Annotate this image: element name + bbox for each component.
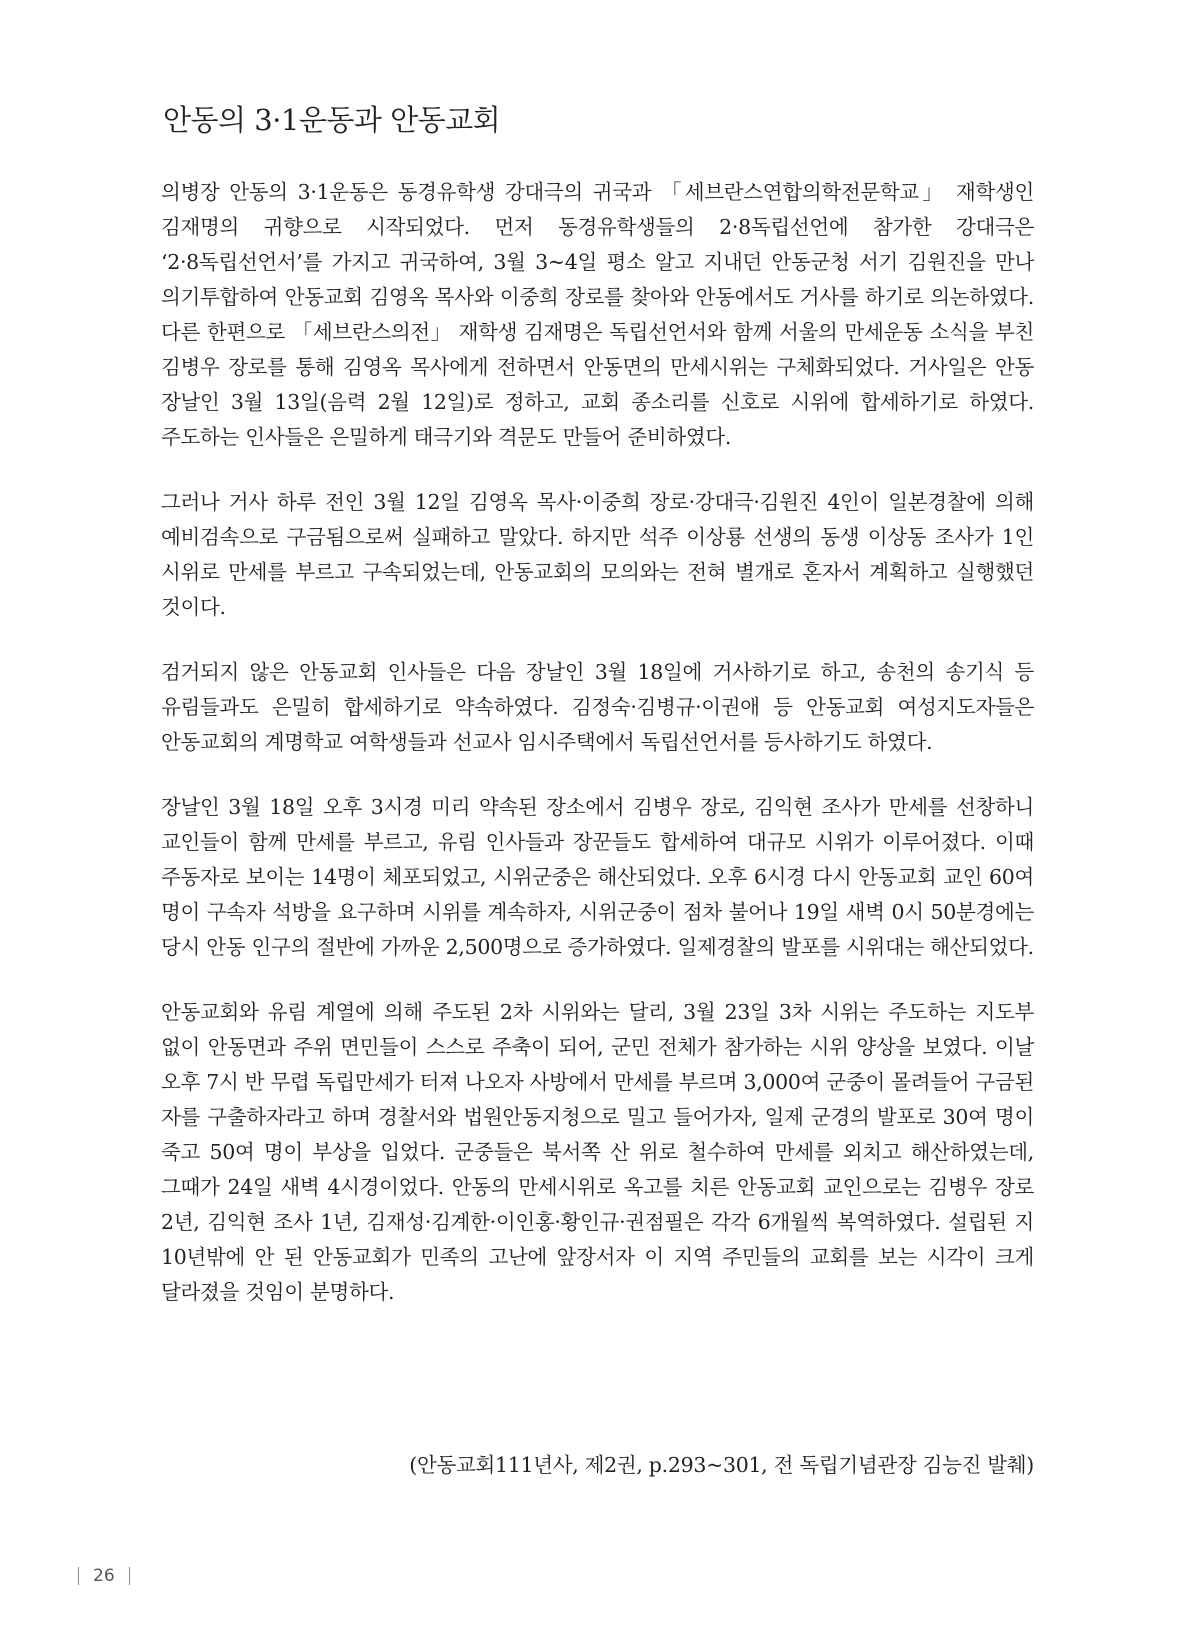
paragraph-4: 장날인 3월 18일 오후 3시경 미리 약속된 장소에서 김병우 장로, 김익현 조사가 만세를 선창하니 교인들이 함께 만세를 부르고, 유림 인사들과 장꾼들도 합세하여 대규모 시위가 이루어졌다. 이때 주동자로 보이는 14명이 체포되었고, 시위군중은 해산되었다. 오후 6시경 다시 안동교회 교인 60여 명이 구속자 석방을 요구하며 시위를 계속하자, 시위군중이 점차 불어나 19일 새벽 0시 50분경에는 당시 안동 인구의 절반에 가까운 2,500명으로 증가하였다. 일제경찰의 발포를 시위대는 해산되었다. xyxy=(161,795,1034,959)
page-footer xyxy=(78,1564,130,1588)
footer-divider-right xyxy=(129,1567,130,1585)
article-body xyxy=(161,175,1034,1340)
paragraph-5: 안동교회와 유림 계열에 의해 주도된 2차 시위와는 달리, 3월 23일 3차 시위는 주도하는 지도부 없이 안동면과 주위 면민들이 스스로 주축이 되어, 군민 전체가 참가하는 시위 양상을 보였다. 이날 오후 7시 반 무렵 독립만세가 터져 나오자 사방에서 만세를 부르며 3,000여 군중이 몰려들어 구금된 자를 구출하자라고 하며 경찰서와 법원안동지청으로 밀고 들어가자, 일제 군경의 발포로 30여 명이 죽고 50여 명이 부상을 입었다. 군중들은 북서쪽 산 위로 철수하여 만세를 외치고 해산하였는데, 그때가 24일 새벽 4시경이었다. 안동의 만세시위로 옥고를 치른 안동교회 교인으로는 김병우 장로 2년, 김익현 조사 1년, 김재성·김계한·이인홍·황인규·권점필은 각각 6개월씩 복역하였다. 설립된 지 10년밖에 안 된 안동교회가 민족의 고난에 앞장서자 이 지역 주민들의 교회를 보는 시각이 크게 달라졌을 것임이 분명하다. xyxy=(161,1000,1034,1304)
paragraph-2: 그러나 거사 하루 전인 3월 12일 김영옥 목사·이중희 장로·강대극·김원진 4인이 일본경찰에 의해 예비검속으로 구금됨으로써 실패하고 말았다. 하지만 석주 이상룡 선생의 동생 이상동 조사가 1인 시위로 만세를 부르고 구속되었는데, 안동교회의 모의와는 전혀 별개로 혼자서 계획하고 실행했던 것이다. xyxy=(161,490,1034,619)
page-number: 26 xyxy=(93,1566,115,1586)
source-citation: (안동교회111년사, 제2권, p.293~301, 전 독립기념관장 김능진 발췌) xyxy=(409,1453,1034,1477)
paragraph-1: 의병장 안동의 3·1운동은 동경유학생 강대극의 귀국과 「세브란스연합의학전문학교」 재학생인 김재명의 귀향으로 시작되었다. 먼저 동경유학생들의 2·8독립선언에 참가한 강대극은 ‘2·8독립선언서’를 가지고 귀국하여, 3월 3~4일 평소 알고 지내던 안동군청 서기 김원진을 만나 의기투합하여 안동교회 김영옥 목사와 이중희 장로를 찾아와 안동에서도 거사를 하기로 의논하였다. 다른 한편으로 「세브란스의전」 재학생 김재명은 독립선언서와 함께 서울의 만세운동 소식을 부친 김병우 장로를 통해 김영옥 목사에게 전하면서 안동면의 만세시위는 구체화되었다. 거사일은 안동 장날인 3월 13일(음력 2월 12일)로 정하고, 교회 종소리를 신호로 시위에 합세하기로 하였다. 주도하는 인사들은 은밀하게 태극기와 격문도 만들어 준비하였다. xyxy=(161,180,1034,449)
paragraph-3: 검거되지 않은 안동교회 인사들은 다음 장날인 3월 18일에 거사하기로 하고, 송천의 송기식 등 유림들과도 은밀히 합세하기로 약속하였다. 김정숙·김병규·이권애 등 안동교회 여성지도자들은 안동교회의 계명학교 여학생들과 선교사 임시주택에서 독립선언서를 등사하기도 하였다. xyxy=(161,660,1034,754)
page-title: 안동의 3·1운동과 안동교회 xyxy=(163,103,501,137)
footer-divider-left xyxy=(78,1567,79,1585)
